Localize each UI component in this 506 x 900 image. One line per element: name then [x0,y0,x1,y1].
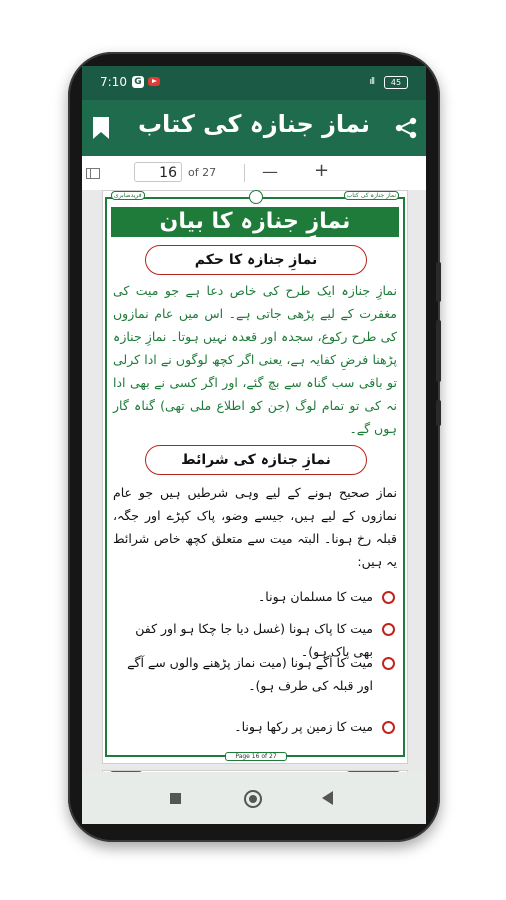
list-item: میت کا زمین پر رکھا ہونا۔ [113,715,395,738]
list-item: میت کا پاک ہونا (غسل دیا جا چکا ہو اور کفن بھی پاک ہو)۔ [113,617,395,663]
home-button[interactable] [244,790,262,808]
navigation-bar [82,772,426,824]
list-item: میت کا مسلمان ہونا۔ [113,585,395,608]
pdf-page [102,190,408,764]
section-paragraph: نمازِ جنازہ ایک طرح کی خاص دعا ہے جو میت کی مغفرت کے لیے پڑھی جاتی ہے۔ اس میں عام نمازوں کی طرح رکوع، سجدہ اور قعدہ نہیں ہوتا۔ نمازِ جنازہ پڑھنا فرضِ کفایہ ہے، یعنی اگر کچھ لوگوں نے ادا کرلی تو باقی سب گناہ سے بچ گئے، اور اگر کسی نے بھی ادا نہ کی تو تمام لوگ (جن کو اطلاع ملی تھی) گناہ گار ہوں گے۔ [113,283,397,436]
app-title: نماز جنازہ کی کتاب [137,110,371,138]
bookmark-icon[interactable] [92,116,110,140]
power-button [436,320,441,382]
bullet-icon [382,591,395,604]
section-heading: نمازِ جنازہ کا حکم [145,245,367,275]
bullet-icon [382,623,395,636]
pdf-toolbar [82,156,426,191]
pdf-viewer[interactable] [82,190,426,772]
status-bar [82,66,426,100]
page-logo-icon [249,190,263,204]
page-border [105,192,405,760]
zoom-in-button[interactable]: + [314,160,330,181]
signal-icon: ıll [369,77,374,87]
page-header-right: نماز جنازہ کی کتاب [344,191,399,200]
page-header-left: فریدصابری [111,191,145,200]
section-heading: نمازِ جنازہ کی شرائط [145,445,367,475]
list-item: میت کا آگے ہونا (میت نماز پڑھنے والوں سے آگے اور قبلہ کی طرف ہو)۔ [113,651,395,697]
bullet-icon [382,657,395,670]
app-bar [82,100,426,156]
toolbar-divider [244,164,245,182]
sidebar-toggle-icon[interactable] [86,168,100,179]
share-icon[interactable] [394,116,418,140]
screen [82,66,426,824]
page-total: of 27 [188,166,217,179]
section-paragraph: نماز صحیح ہونے کے لیے وہی شرطیں ہیں جو عام نمازوں کے لیے ہیں، جیسے وضو، پاک کپڑے اور جگہ، قبلہ رخ ہونا۔ البتہ میت سے متعلق کچھ خاص شرائط یہ ہیں: [113,485,397,569]
volume-button [436,262,441,302]
recents-button[interactable] [170,793,181,804]
page-banner: نمازِ جنازہ کا بیان [111,207,399,237]
youtube-icon [148,77,160,86]
page-number-input[interactable]: 16 [134,162,182,182]
bullet-icon [382,721,395,734]
side-button [436,400,441,426]
google-icon: G [132,76,144,88]
zoom-out-button[interactable]: — [262,162,278,181]
back-button[interactable] [322,791,333,805]
status-time: 7:10 [100,75,127,89]
page-footer: Page 16 of 27 [225,752,287,761]
battery-icon: 45 [384,76,408,89]
